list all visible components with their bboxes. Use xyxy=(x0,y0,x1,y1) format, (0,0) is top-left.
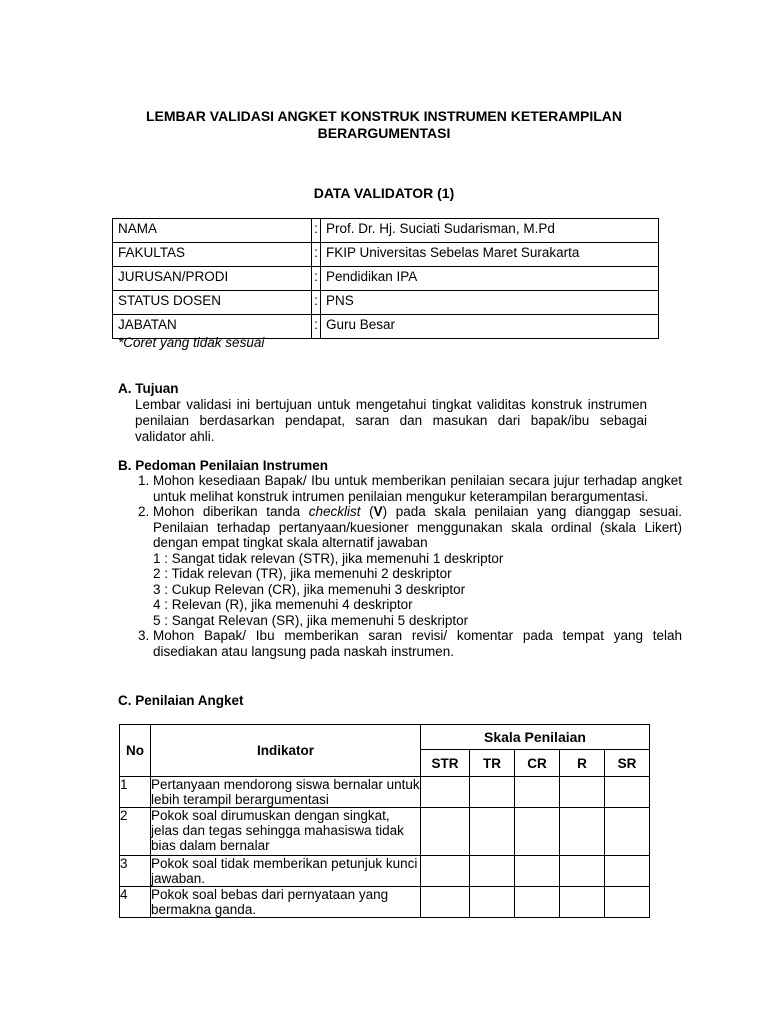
validator-table xyxy=(112,218,659,339)
rating-cell-tr[interactable] xyxy=(470,856,515,887)
data-validator-heading: DATA VALIDATOR (1) xyxy=(313,185,455,201)
scale-item: 4 : Relevan (R), jika memenuhi 4 deskriptor xyxy=(153,597,413,612)
rating-col-skala: Skala Penilaian xyxy=(421,725,650,750)
rating-cell-tr[interactable] xyxy=(470,808,515,856)
validator-row-status xyxy=(113,291,659,315)
validator-note: *Coret yang tidak sesuai xyxy=(118,335,265,350)
guideline-item-1-text: Mohon kesediaan Bapak/ Ibu untuk memberikan penilaian secara jujur terhadap angket untuk melihat konstruk intrumen penilaian mengukur keterampilan berargumentasi. xyxy=(153,473,682,504)
validator-value: FKIP Universitas Sebelas Maret Surakarta xyxy=(321,243,659,267)
guideline-item-2-text-a: Mohon diberikan tanda xyxy=(153,504,309,519)
row-no: 4 xyxy=(120,887,151,918)
rating-cell-str[interactable] xyxy=(421,808,470,856)
validator-separator: : xyxy=(312,243,321,267)
row-indikator: Pertanyaan mendorong siswa bernalar untuk lebih terampil berargumentasi xyxy=(151,777,420,807)
rating-cell-r[interactable] xyxy=(560,808,605,856)
table-row xyxy=(120,808,650,856)
guideline-item-2-text-c: ) pada skala penilaian yang dianggap sesuai. Penilaian terhadap pertanyaan/kuesioner menggunakan skala ordinal (skala Likert) dengan empat tingkat skala alternatif jawaban xyxy=(153,504,683,550)
document-title-line2: BERARGUMENTASI xyxy=(317,125,451,141)
validator-separator: : xyxy=(312,219,321,243)
rating-cell-cr[interactable] xyxy=(515,887,560,918)
validator-separator: : xyxy=(312,291,321,315)
validator-row-nama xyxy=(113,219,659,243)
scale-item: 5 : Sangat Relevan (SR), jika memenuhi 5 deskriptor xyxy=(153,612,469,628)
guideline-item-3-text: Mohon Bapak/ Ibu memberikan saran revisi/ komentar pada tempat yang telah disediakan atau langsung pada naskah instrumen. xyxy=(153,628,682,659)
rating-cell-str[interactable] xyxy=(421,856,470,887)
validator-label: STATUS DOSEN xyxy=(113,291,312,315)
section-a-heading: A. Tujuan xyxy=(118,381,179,396)
validator-value: Prof. Dr. Hj. Suciati Sudarisman, M.Pd xyxy=(321,219,659,243)
rating-cell-r[interactable] xyxy=(560,887,605,918)
rating-cell-sr[interactable] xyxy=(605,777,650,808)
scale-col-sr: SR xyxy=(605,750,650,777)
rating-cell-str[interactable] xyxy=(421,887,470,918)
rating-table xyxy=(119,724,650,918)
scale-item: 1 : Sangat tidak relevan (STR), jika memenuhi 1 deskriptor xyxy=(153,550,504,566)
rating-col-indikator: Indikator xyxy=(151,725,421,777)
section-b-heading: B. Pedoman Penilaian Instrumen xyxy=(118,458,329,473)
validator-value: Pendidikan IPA xyxy=(321,267,659,291)
guideline-item-2-checklist: checklist xyxy=(308,504,361,519)
guideline-item-2-v-mark: V xyxy=(373,504,383,519)
rating-cell-sr[interactable] xyxy=(605,856,650,887)
table-row xyxy=(120,777,650,808)
row-no: 2 xyxy=(120,808,151,856)
validator-label: FAKULTAS xyxy=(113,243,312,267)
scale-item: 3 : Cukup Relevan (CR), jika memenuhi 3 deskriptor xyxy=(153,581,466,597)
rating-cell-sr[interactable] xyxy=(605,808,650,856)
section-c-heading: C. Penilaian Angket xyxy=(118,693,244,708)
rating-cell-r[interactable] xyxy=(560,777,605,808)
scale-col-str: STR xyxy=(421,750,470,777)
guideline-item-2 xyxy=(153,504,682,628)
rating-cell-str[interactable] xyxy=(421,777,470,808)
rating-cell-cr[interactable] xyxy=(515,777,560,808)
table-row xyxy=(120,856,650,887)
guideline-item-1 xyxy=(153,473,682,504)
validator-row-jurusan xyxy=(113,267,659,291)
row-indikator: Pokok soal bebas dari pernyataan yang bermakna ganda. xyxy=(151,887,421,918)
validator-label: JABATAN xyxy=(113,315,312,339)
validator-value: Guru Besar xyxy=(321,315,659,339)
validator-row-fakultas xyxy=(113,243,659,267)
rating-header-row xyxy=(120,725,650,750)
validator-separator: : xyxy=(312,267,321,291)
document-title-line1: LEMBAR VALIDASI ANGKET KONSTRUK INSTRUMEN KETERAMPILAN xyxy=(146,108,622,124)
validator-separator: : xyxy=(312,315,321,339)
section-a-text: Lembar validasi ini bertujuan untuk mengetahui tingkat validitas konstruk instrumen penilaian berdasarkan pendapat, saran dan masukan dari bapak/ibu sebagai validator ahli. xyxy=(135,397,647,444)
scale-col-tr: TR xyxy=(470,750,515,777)
table-row xyxy=(120,887,650,918)
validator-label: NAMA xyxy=(113,219,312,243)
rating-cell-tr[interactable] xyxy=(470,777,515,808)
validator-label: JURUSAN/PRODI xyxy=(113,267,312,291)
guideline-item-3 xyxy=(153,628,682,659)
row-indikator: Pokok soal dirumuskan dengan singkat, jelas dan tegas sehingga mahasiswa tidak bias dalam bernalar xyxy=(151,808,421,856)
scale-item: 2 : Tidak relevan (TR), jika memenuhi 2 deskriptor xyxy=(153,566,452,581)
validator-value: PNS xyxy=(321,291,659,315)
rating-cell-tr[interactable] xyxy=(470,887,515,918)
rating-col-no: No xyxy=(120,725,151,777)
scale-col-r: R xyxy=(560,750,605,777)
scale-col-cr: CR xyxy=(515,750,560,777)
guideline-item-2-text-b: ( xyxy=(360,504,374,519)
rating-cell-cr[interactable] xyxy=(515,856,560,887)
row-indikator: Pokok soal tidak memberikan petunjuk kunci jawaban. xyxy=(151,856,421,887)
rating-cell-cr[interactable] xyxy=(515,808,560,856)
rating-cell-sr[interactable] xyxy=(605,887,650,918)
row-no: 1 xyxy=(120,777,151,808)
row-no: 3 xyxy=(120,856,151,887)
document-title xyxy=(0,108,768,142)
guideline-list xyxy=(118,473,682,659)
rating-cell-r[interactable] xyxy=(560,856,605,887)
